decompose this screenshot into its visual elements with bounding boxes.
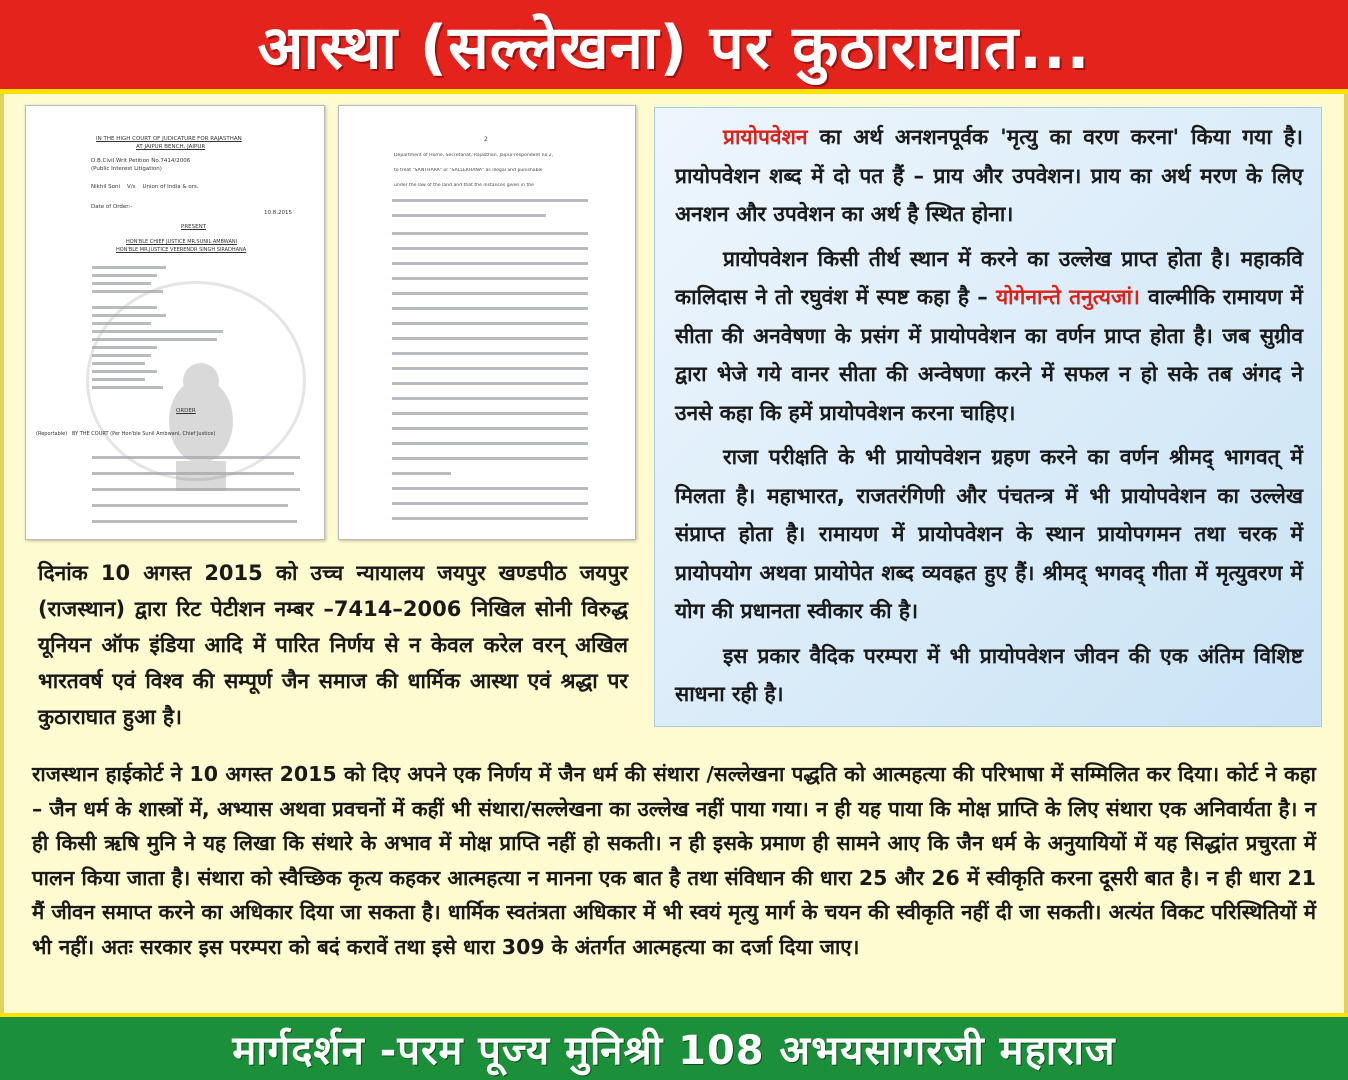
national-emblem-icon bbox=[146, 351, 256, 501]
scan2-line-3: under the law of the land and that the instances given in the bbox=[394, 183, 534, 188]
scan1-chief-justice: HON'BLE CHIEF JUSTICE MR.SUNIL AMBWANI bbox=[126, 239, 238, 245]
scan2-line-1: Department of Home, Secretariat, Rajasthan, Jaipur-respondent no.2, bbox=[394, 153, 554, 158]
scan1-parties: Nikhil Soni V/s Union of India & ors. bbox=[91, 184, 199, 190]
panel-paragraph-4 bbox=[675, 637, 1303, 714]
panel-p2-end: वाल्मीकि रामायण में सीता की अनवेषणा के प्रसंग में प्रायोपवेशन का वर्णन प्राप्त होता है। जब सुग्रीव द्वारा भेजे गये वानर सीता की अन्वेषणा करने में सफल न हो सके तब अंगद ने उनसे कहा कि हमें प्रायोपवेशन करना चाहिए। bbox=[675, 285, 1303, 425]
scan1-reportable: (Reportable) BY THE COURT (Per Hon'ble Sunil Ambwani, Chief Justice) bbox=[36, 431, 216, 437]
panel-paragraph-1 bbox=[675, 118, 1303, 234]
scan2-page-number: 2 bbox=[484, 136, 488, 143]
panel-p3-text: राजा परीक्षति के भी प्रायोपवेशन ग्रहण करने का वर्णन श्रीमद् भागवत् में मिलता है। महाभारत, राजतरंगिणी और पंचतन्त्र में भी प्रायोपवेशन का उल्लेख संप्राप्त होता है। रामायण में प्रायोपवेशन के स्थान प्रायोपगमन तथा चरक में प्रायोपयोग अथवा प्रायोपेत शब्द व्यवह्रत हुए हैं। श्रीमद् भगवद् गीता में मृत्युवरण में योग की प्रधानता स्वीकार की है। bbox=[675, 445, 1303, 623]
scan1-date: 10.8.2015 bbox=[264, 210, 292, 216]
panel-paragraph-2 bbox=[675, 240, 1303, 433]
panel-p2-quote: योगेनान्ते तनुत्यजां। bbox=[995, 285, 1140, 309]
scan1-petition: D.B.Civil Writ Petition No.7414/2006 bbox=[91, 158, 191, 164]
scan1-pil: (Public Interest Litigation) bbox=[91, 166, 162, 172]
scan1-order-heading: ORDER bbox=[176, 408, 196, 414]
bottom-banner bbox=[0, 1013, 1348, 1080]
bottom-paragraph: राजस्थान हाईकोर्ट ने 10 अगस्त 2015 को दिए अपने एक निर्णय में जैन धर्म की संथारा /सल्लेखना पद्धति को आत्महत्या की परिभाषा में सम्मिलित कर दिया। कोर्ट ने कहा – जैन धर्म के शास्त्रों में, अभ्यास अथवा प्रवचनों में कहीं भी संथारा/सल्लेखना का उल्लेख नहीं पाया गया। न ही यह पाया कि मोक्ष प्राप्ति के लिए संथारा एक अनिवार्यता है। न ही किसी ऋषि मुनि ने यह लिखा कि संथारे के अभाव में मोक्ष प्राप्ति नहीं हो सकती। न ही इसके प्रमाण ही सामने आए कि जैन धर्म के अनुयायियों में यह सिद्धांत प्रचुरता में पालन किया जाता है। संथारा को स्वैच्छिक कृत्य कहकर आत्महत्या न मानना एक बात है तथा संविधान की धारा 25 और 26 में स्वीकृति करना दूसरी बात है। न ही धारा 21 मैं जीवन समाप्त करने का अधिकार दिया जा सकता है। धार्मिक स्वतंत्रता अधिकार में भी स्वयं मृत्यु मार्ग के चयन की स्वीकृति नहीं दी जा सकती। अत्यंत विकट परिस्थितियों में भी नहीं। अतः सरकार इस परम्परा को बदं करावें तथा इसे धारा 309 के अंतर्गत आत्महत्या का दर्जा दिया जाए। bbox=[32, 762, 1316, 959]
scan2-line-2: to treat "SANTHARA" or "SALLEKHANA" as illegal and punishable bbox=[394, 168, 543, 173]
top-banner bbox=[0, 0, 1348, 94]
scan1-court-heading: IN THE HIGH COURT OF JUDICATURE FOR RAJASTHAN bbox=[96, 136, 242, 142]
scan1-present: PRESENT bbox=[181, 224, 207, 230]
prayopaveshan-panel bbox=[654, 107, 1322, 727]
page-title: आस्था (सल्लेखना) पर कुठाराघात... bbox=[257, 12, 1091, 83]
scan1-bench: AT JAIPUR BENCH, JAIPUR bbox=[136, 144, 206, 150]
panel-p4-text: इस प्रकार वैदिक परम्परा में भी प्रायोपवेशन जीवन की एक अंतिम विशिष्ट साधना रही है। bbox=[675, 643, 1303, 706]
panel-p1-highlight: प्रायोपवेशन bbox=[723, 125, 808, 149]
panel-paragraph-3 bbox=[675, 438, 1303, 631]
guidance-credit: मार्गदर्शन -परम पूज्य मुनिश्री 108 अभयसागरजी महाराज bbox=[232, 1028, 1116, 1074]
court-order-scan-page-1 bbox=[25, 105, 325, 540]
court-order-scan-page-2 bbox=[338, 105, 636, 540]
panel-p2-start: प्रायोपवेशन किसी तीर्थ स्थान में करने का उल्लेख प्राप्त होता है। महाकवि कालिदास ने तो रघुवंश में स्पष्ट कहा है – bbox=[675, 246, 1303, 309]
panel-p1-text: का अर्थ अनशनपूर्वक 'मृत्यु का वरण करना' किया गया है। प्रायोपवेशन शब्द में दो पत हैं – प्राय और उपवेशन। प्राय का अर्थ मरण के लिए अनशन और उपवेशन का अर्थ है स्थित होना। bbox=[675, 125, 1303, 226]
scan1-judge: HON'BLE MR.JUSTICE VEERENDR SINGH SIRADHANA bbox=[116, 247, 247, 253]
left-paragraph: दिनांक 10 अगस्त 2015 को उच्च न्यायालय जयपुर खण्डपीठ जयपुर (राजस्थान) द्वारा रिट पेटीशन नम्बर –7414–2006 निखिल सोनी विरुद्ध यूनियन ऑफ इंडिया आदि में पारित निर्णय से न केवल करेल वरन् अखिल भारतवर्ष एवं विश्व की सम्पूर्ण जैन समाज की धार्मिक आस्था एवं श्रद्धा पर कुठाराघात हुआ है। bbox=[38, 561, 628, 729]
scan1-date-label: Date of Order:- bbox=[91, 204, 133, 210]
